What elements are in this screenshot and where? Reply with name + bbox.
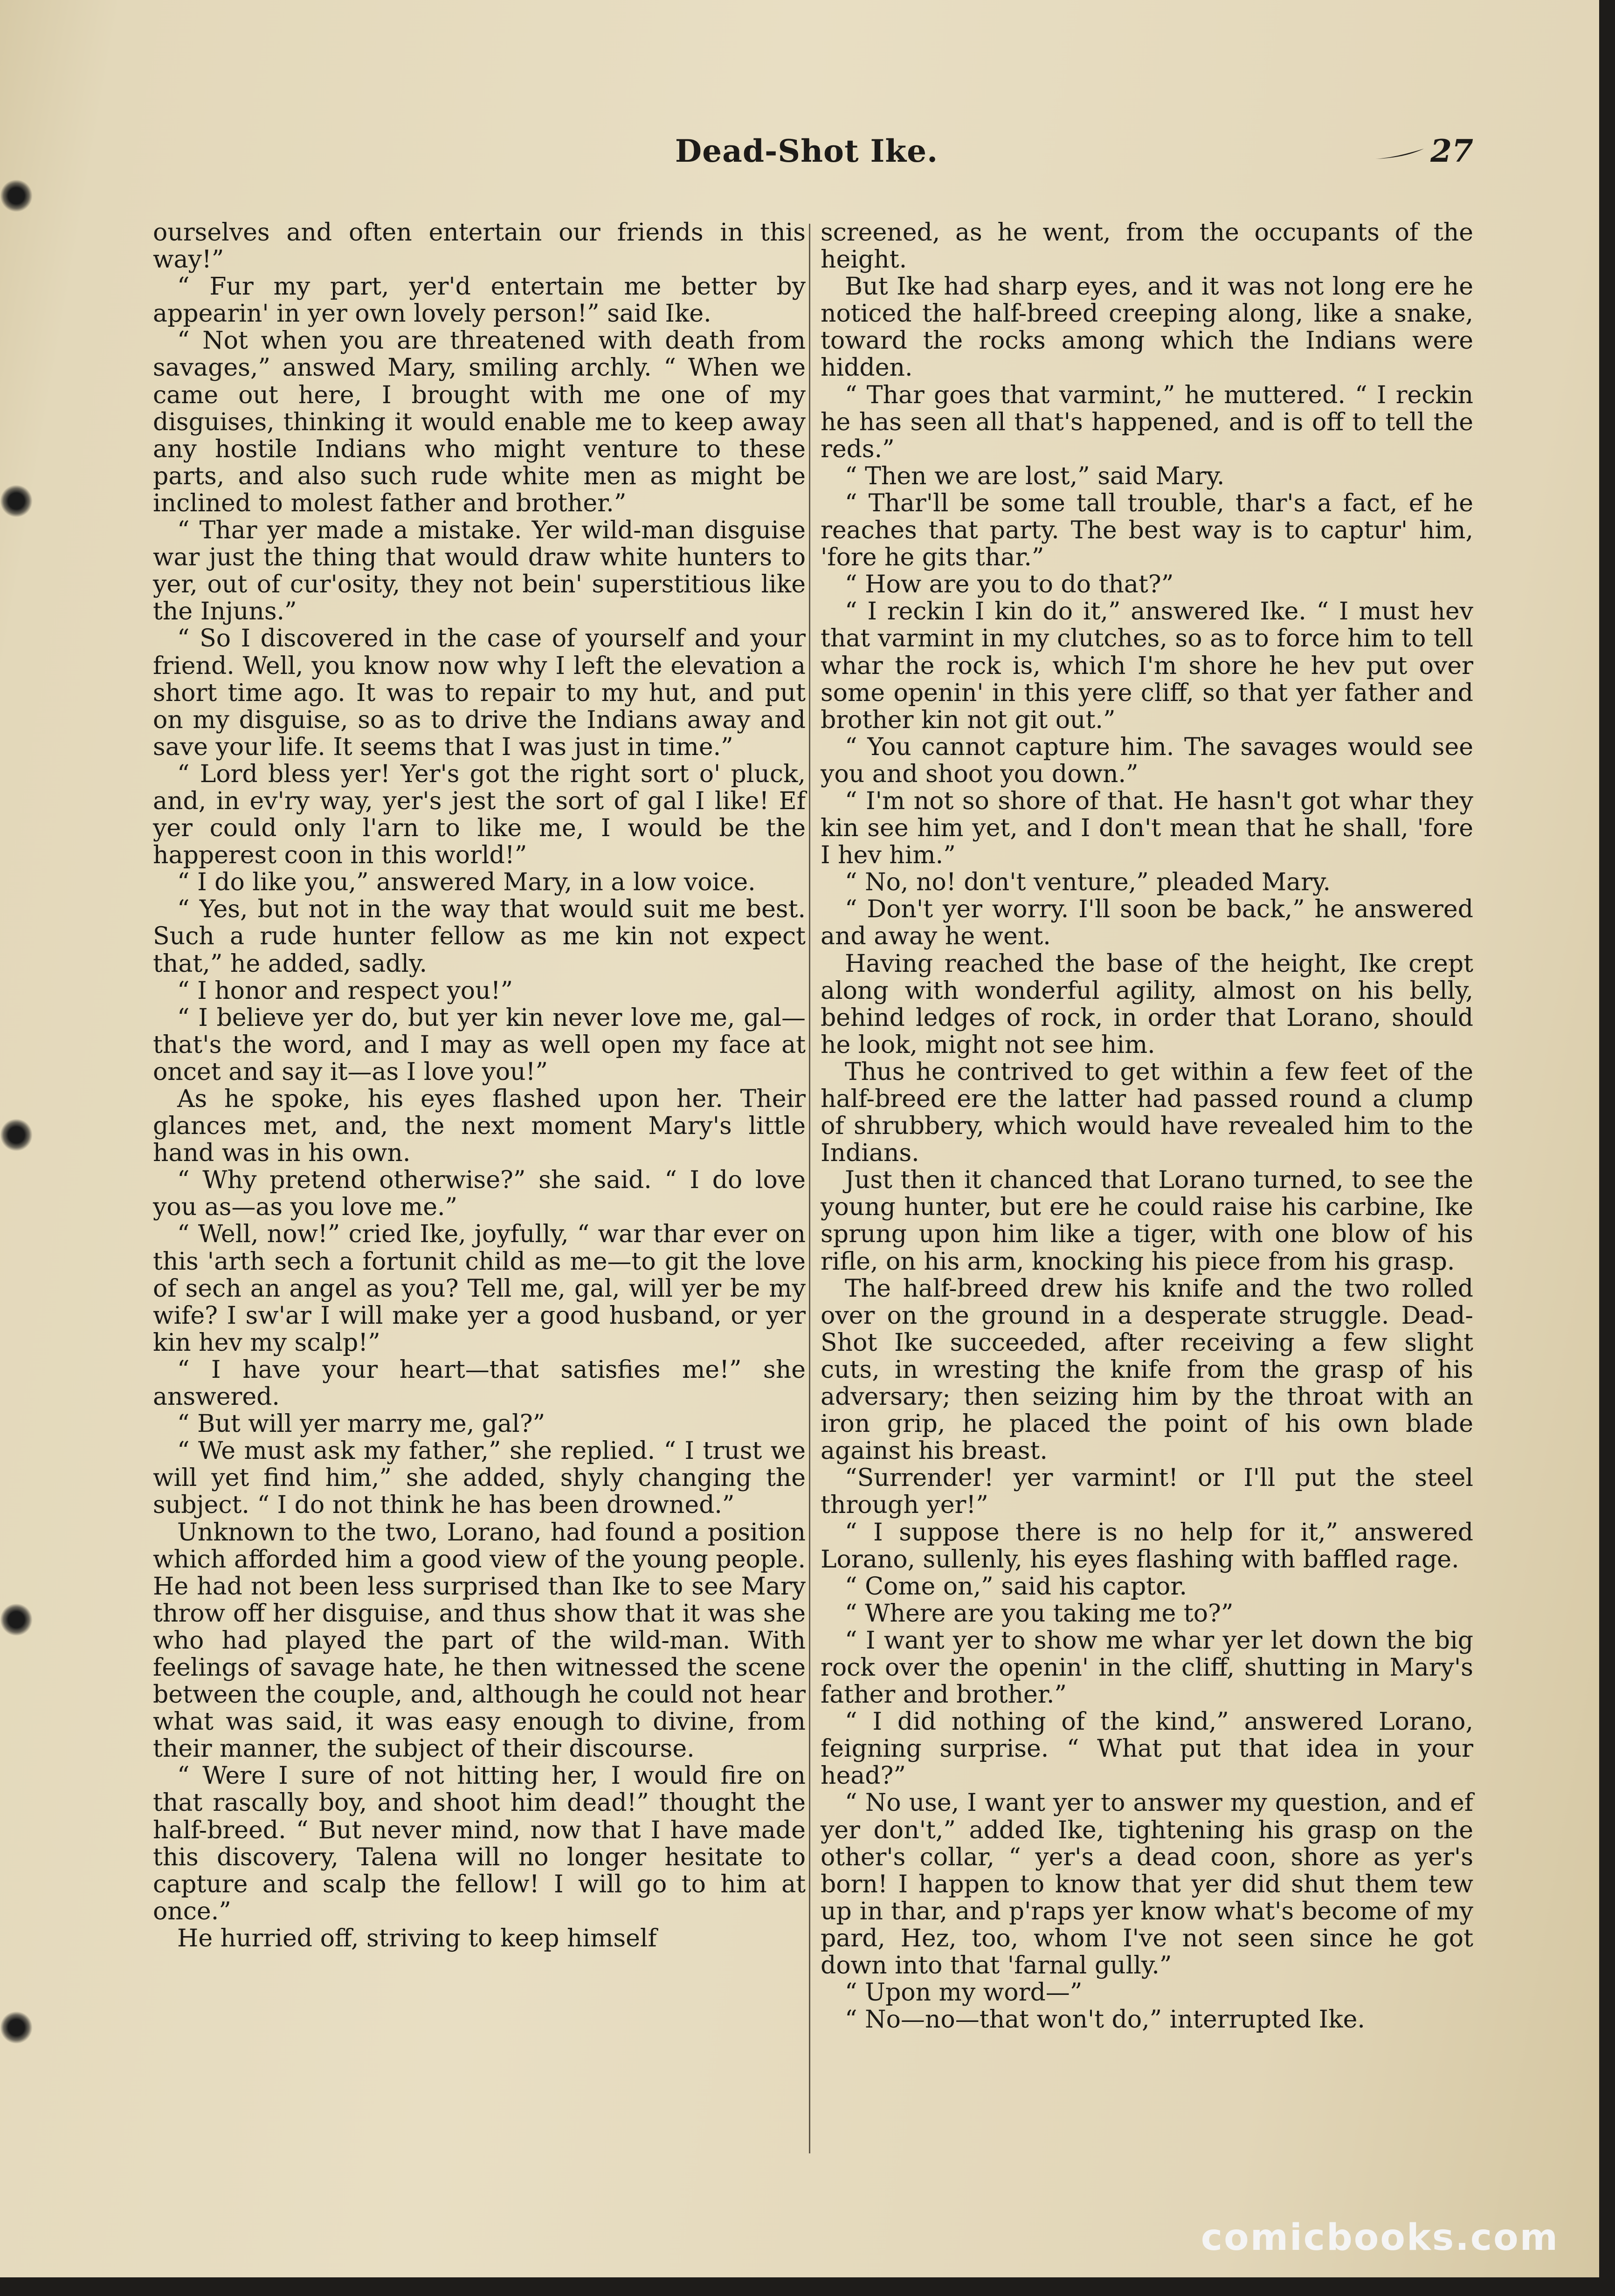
quill-flourish-icon xyxy=(1374,147,1426,161)
paragraph: “ Well, now!” cried Ike, joyfully, “ war thar ever on this 'arth sech a fortunit child as me—to git the love of sech an angel as you? Tell me, gal, will yer be my wife? I sw'ar I will make yer a good husband, or yer kin hev my scalp!” xyxy=(153,1220,806,1357)
paragraph: “ I do like you,” answered Mary, in a low voice. xyxy=(177,868,756,897)
paragraph: “ So I discovered in the case of yourself and your friend. Well, you know now why I left the elevation a short time ago. It was to repair to my hut, and put on my disguise, so as to drive the Indians away and save your life. It seems that I was just in time.” xyxy=(153,625,806,761)
paragraph: “ I reckin I kin do it,” answered Ike. “ I must hev that varmint in my clutches, so as to force him to tell whar the rock is, which I'm shore he hev put over some openin' in this yere cliff, so that yer father and brother kin not git out.” xyxy=(821,598,1473,734)
paragraph: Thus he contrived to get within a few feet of the half-breed ere the latter had passed round a clump of shrubbery, which would have revealed him to the Indians. xyxy=(821,1058,1473,1168)
paragraph: “ Were I sure of not hitting her, I would fire on that rascally boy, and shoot him dead!” thought the half-breed. “ But never mind, now that I have made this discovery, Talena will no longer hesitate to capture and scalp the fellow! I will go to him at once.” xyxy=(153,1762,806,1925)
paragraph: “ We must ask my father,” she replied. “ I trust we will yet find him,” she added, shyly changing the subject. “ I do not think he has been drowned.” xyxy=(153,1437,806,1519)
paragraph: “ No—no—that won't do,” interrupted Ike. xyxy=(845,2006,1365,2034)
binding-hole xyxy=(0,179,33,212)
paragraph: “ No use, I want yer to answer my question, and ef yer don't,” added Ike, tightening his grasp on the other's collar, “ yer's a dead coon, shore as yer's born! I happen to know that yer did shut them tew up in thar, and p'raps yer know what's become of my pard, Hez, too, whom I've not seen since he got down into that 'farnal gully.” xyxy=(821,1789,1473,1980)
running-title: Dead-Shot Ike. xyxy=(675,133,939,169)
paragraph: ourselves and often entertain our friends in this way!” xyxy=(153,219,806,274)
paragraph: “ Come on,” said his captor. xyxy=(845,1572,1187,1601)
page-number-block xyxy=(1374,133,1473,169)
paragraph: “ Why pretend otherwise?” she said. “ I do love you as—as you love me.” xyxy=(153,1166,806,1222)
paragraph: “ I did nothing of the kind,” answered Lorano, feigning surprise. “ What put that idea in your head?” xyxy=(821,1708,1473,1790)
paragraph: Unknown to the two, Lorano, had found a position which afforded him a good view of the young people. He had not been less surprised than Ike to see Mary throw off her disguise, and thus show that it was she who had played the part of the wild-man. With feelings of savage hate, he then witnessed the scene between the couple, and, although he could not hear what was said, it was easy enough to divine, from their manner, the subject of their discourse. xyxy=(153,1518,806,1763)
paragraph: “ Thar'll be some tall trouble, thar's a fact, ef he reaches that party. The best way is to captur' him, 'fore he gits thar.” xyxy=(821,489,1473,572)
paragraph: “ Lord bless yer! Yer's got the right sort o' pluck, and, in ev'ry way, yer's jest the sort of gal I like! Ef yer could only l'arn to like me, I would be the happerest coon in this world!” xyxy=(153,760,806,870)
page-edge xyxy=(0,2277,1615,2296)
paragraph: “ Where are you taking me to?” xyxy=(845,1599,1234,1628)
paragraph: “ How are you to do that?” xyxy=(845,571,1174,599)
binding-hole xyxy=(0,1603,33,1636)
paragraph: But Ike had sharp eyes, and it was not long ere he noticed the half-breed creeping along, like a snake, toward the rocks among which the Indians were hidden. xyxy=(821,273,1473,382)
paragraph: “ Thar yer made a mistake. Yer wild-man disguise war just the thing that would draw white hunters to yer, out of cur'osity, they not bein' superstitious like the Injuns.” xyxy=(153,516,806,626)
paragraph: “ Then we are lost,” said Mary. xyxy=(845,462,1225,490)
paragraph: “ I honor and respect you!” xyxy=(177,976,513,1005)
paragraph: “ But will yer marry me, gal?” xyxy=(177,1410,545,1438)
page-edge xyxy=(1599,0,1615,2296)
paragraph: “Surrender! yer varmint! or I'll put the steel through yer!” xyxy=(821,1464,1473,1519)
binding-hole xyxy=(0,1119,33,1151)
paragraph: He hurried off, striving to keep himself xyxy=(177,1924,657,1952)
paragraph: “ I want yer to show me whar yer let down the big rock over the openin' in the cliff, shutting in Mary's father and brother.” xyxy=(821,1626,1473,1709)
paragraph: “ I have your heart—that satisfies me!” she answered. xyxy=(153,1355,806,1411)
paragraph: “ Upon my word—” xyxy=(845,1979,1083,2007)
paragraph: “ You cannot capture him. The savages would see you and shoot you down.” xyxy=(821,733,1473,788)
paragraph: Having reached the base of the height, Ike crept along with wonderful agility, almost on his belly, behind ledges of rock, in order that Lorano, should he look, might not see him. xyxy=(821,949,1473,1059)
paragraph: “ I suppose there is no help for it,” answered Lorano, sullenly, his eyes flashing with baffled rage. xyxy=(821,1518,1473,1574)
running-header xyxy=(140,133,1473,189)
paragraph: “ Thar goes that varmint,” he muttered. “ I reckin he has seen all that's happened, and is off to tell the reds.” xyxy=(821,381,1473,463)
binding-hole xyxy=(0,485,33,517)
paragraph: As he spoke, his eyes flashed upon her. Their glances met, and, the next moment Mary's little hand was in his own. xyxy=(153,1085,806,1168)
watermark: comicbooks.com xyxy=(1201,2217,1559,2259)
column-divider xyxy=(809,224,810,2153)
paragraph: “ I believe yer do, but yer kin never love me, gal—that's the word, and I may as well open my face at oncet and say it—as I love you!” xyxy=(153,1004,806,1086)
right-column xyxy=(821,219,1473,2177)
paragraph: “ Yes, but not in the way that would suit me best. Such a rude hunter fellow as me kin not expect that,” he added, sadly. xyxy=(153,895,806,978)
paragraph: “ Don't yer worry. I'll soon be back,” he answered and away he went. xyxy=(821,895,1473,951)
paragraph: Just then it chanced that Lorano turned, to see the young hunter, but ere he could raise his carbine, Ike sprung upon him like a tiger, with one blow of his rifle, on his arm, knocking his piece from his grasp. xyxy=(821,1166,1473,1276)
page-number: 27 xyxy=(1430,133,1473,169)
paragraph: screened, as he went, from the occupants of the height. xyxy=(821,219,1473,274)
binding-hole xyxy=(0,2011,33,2044)
paragraph: “ Fur my part, yer'd entertain me better by appearin' in yer own lovely person!” said Ike. xyxy=(153,273,806,328)
paragraph: “ I'm not so shore of that. He hasn't got whar they kin see him yet, and I don't mean that he shall, 'fore I hev him.” xyxy=(821,787,1473,870)
paragraph: The half-breed drew his knife and the two rolled over on the ground in a desperate struggle. Dead-Shot Ike succeeded, after receiving a few slight cuts, in wresting the knife from the grasp of his adversary; then seizing him by the throat with an iron grip, he placed the point of his own blade against his breast. xyxy=(821,1274,1473,1465)
paragraph: “ Not when you are threatened with death from savages,” answed Mary, smiling archly. “ When we came out here, I brought with me one of my disguises, thinking it would enable me to keep away any hostile Indians who might venture to these parts, and also such rude white men as might be inclined to molest father and brother.” xyxy=(153,327,806,517)
left-column xyxy=(153,219,806,2177)
paragraph: “ No, no! don't venture,” pleaded Mary. xyxy=(845,868,1331,897)
